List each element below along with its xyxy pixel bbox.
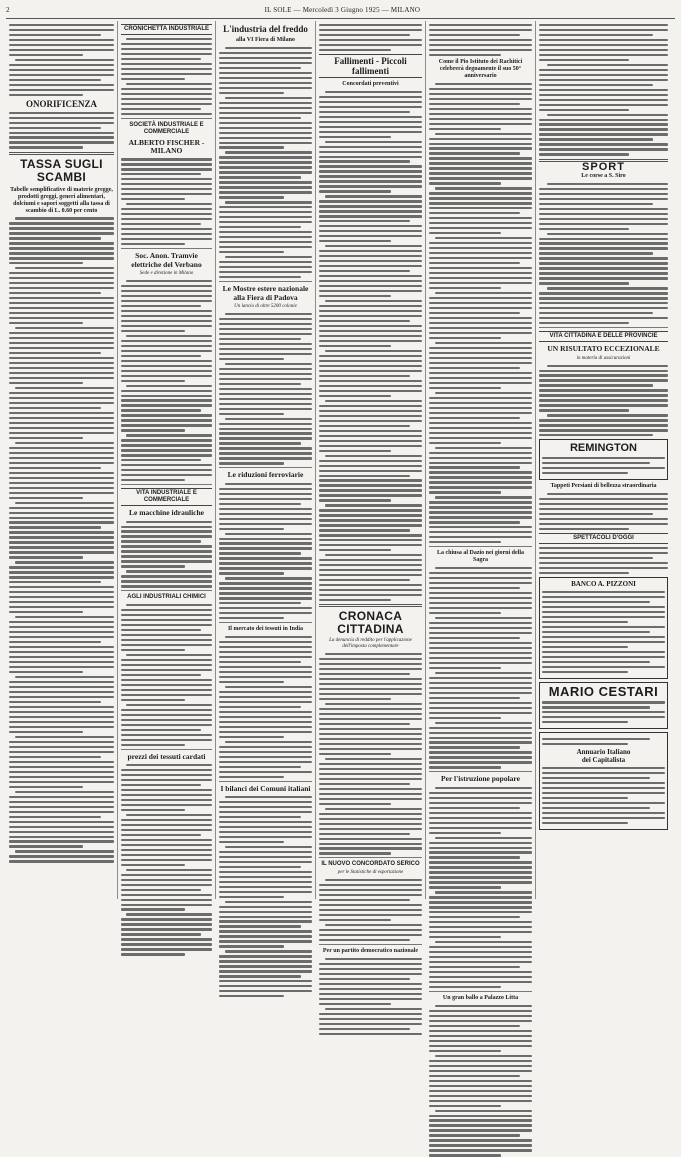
headline-cronaca-cittadina: CRONACA CITTADINA xyxy=(337,609,404,637)
headline-vita-cittadina: VITA CITTADINA E DELLE PROVINCIE xyxy=(539,331,668,342)
headline-macchine: Le macchine idrauliche xyxy=(129,508,204,518)
headline-tassa-scambi: TASSA SUGLI SCAMBI xyxy=(20,156,103,184)
headline-istruzione-popolare: Per l'istruzione popolare xyxy=(441,774,520,784)
ad-cestari-title: MARIO CESTARI xyxy=(548,683,659,699)
subheadline-concordato-serico: per le Statistiche di esportazione xyxy=(337,870,404,876)
ad-annuario-line1: Annuario Italiano xyxy=(576,748,631,757)
headline-tappeti-persiani: Tappeti Persiani di bellezza straordinaria xyxy=(550,483,657,490)
headline-tessuti-cardati: prezzi dei tessuti cardati xyxy=(127,751,206,761)
headline-societa: SOCIETÀ INDUSTRIALE E COMMERCIALE xyxy=(129,121,204,135)
headline-tramvie: Soc. Anon. Tramvie elettriche del Verbano xyxy=(131,251,202,269)
headline-sport: SPORT xyxy=(582,160,625,173)
text-block xyxy=(9,217,114,862)
column-4 xyxy=(316,21,426,955)
headline-industria-freddo: L'industria del freddo xyxy=(223,24,308,34)
ad-alberto-fischer: ALBERTO FISCHER - MILANO xyxy=(128,137,205,156)
column-5 xyxy=(426,21,536,1002)
headline-risultato-eccezionale: UN RISULTATO ECCEZIONALE xyxy=(547,344,660,354)
headline-cronichetta: CRONICHETTA INDUSTRIALE xyxy=(121,24,212,35)
headline-onorificenza: ONORIFICENZA xyxy=(25,98,97,109)
subheadline-tramvie: Sede e direzione in Milano xyxy=(139,271,194,277)
subheadline-concordati: Concordati preventivi xyxy=(342,80,399,87)
headline-industriali-chimici: AGLI INDUSTRIALI CHIMICI xyxy=(127,594,206,601)
headline-mostre-padova: Le Mostre estere nazionale alla Fiera di Padova xyxy=(222,284,309,302)
subheadline-corse-siro: Le corse a S. Siro xyxy=(581,172,626,179)
column-1 xyxy=(6,21,118,899)
masthead-line: IL SOLE — Mercoledì 3 Giugno 1925 — MILANO xyxy=(264,6,421,14)
masthead xyxy=(6,4,675,19)
columns xyxy=(6,21,675,1002)
page-number: 2 xyxy=(6,6,10,14)
headline-concordato-serico: IL NUOVO CONCORDATO SERICO xyxy=(321,861,420,868)
subheadline-fiera-milano: alla VI Fiera di Milano xyxy=(236,37,295,43)
subheadline-mostre-padova: Un lancio di oltre 5200 colonie xyxy=(234,304,297,310)
headline-riduzioni-ferroviarie: Le riduzioni ferroviarie xyxy=(227,470,304,480)
headline-gran-ballo: Un gran ballo a Palazzo Litta xyxy=(442,995,519,1002)
headline-tessuti-india: Il mercato dei tessuti in India xyxy=(227,626,304,633)
headline-partito-democratico: Per un partito democratico nazionale xyxy=(322,948,419,955)
ad-banco-pizzoni xyxy=(539,577,668,679)
column-3 xyxy=(216,21,316,899)
subheadline-tassa-scambi: Tabelle semplificative di materie gregge, prodotti greggi, generi alimentari, dolciumi e sapori soggetti alla tassa di scambio di L. 0.60 per cento xyxy=(10,186,113,214)
ad-remington-title: REMINGTON xyxy=(569,442,638,455)
headline-bilanci-comuni: I bilanci dei Comuni italiani xyxy=(220,783,311,793)
subheadline-denuncia-reddito: La denuncia di reddito per l'applicazione dell'imposta complementare xyxy=(329,638,412,650)
text-block xyxy=(9,24,114,96)
headline-vita-industriale: VITA INDUSTRIALE E COMMERCIALE xyxy=(121,488,212,506)
subheadline-assicurazioni: in materia di assicurazioni xyxy=(576,355,631,361)
column-2 xyxy=(118,21,216,899)
ad-annuario xyxy=(539,732,668,829)
column-6 xyxy=(536,21,671,899)
ad-banco-title: BANCO A. PIZZONI xyxy=(571,580,636,588)
headline-pio-istituto: Come il Pio Istituto dei Rachitici celebrerà degnamente il suo 50° anniversario xyxy=(438,58,523,79)
headline-spettacoli: SPETTACOLI D'OGGI xyxy=(539,533,668,544)
headline-fallimenti: Fallimenti - Piccoli fallimenti xyxy=(319,54,422,78)
ad-annuario-line2: dei Capitalista xyxy=(581,756,626,765)
ad-mario-cestari xyxy=(539,682,668,730)
headline-chiusa-dazio: La chiusa al Dazio nei giorni della Sagra xyxy=(436,550,524,564)
ad-remington xyxy=(539,439,668,480)
